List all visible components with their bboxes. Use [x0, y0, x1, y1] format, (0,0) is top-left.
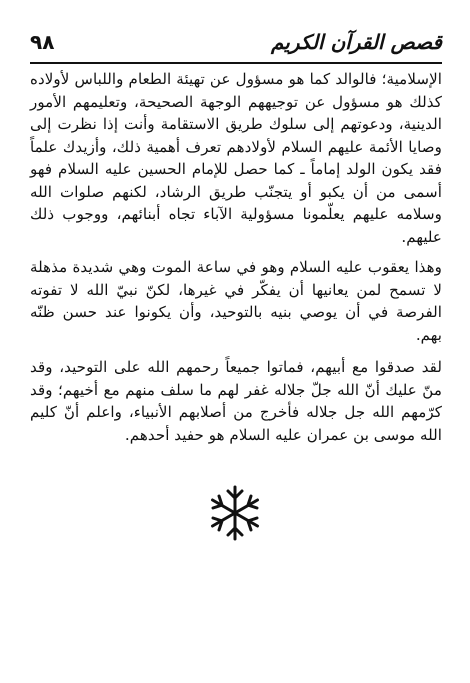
paragraph-2: وهذا يعقوب عليه السلام وهو في ساعة الموت وهي شديدة مذهلة لا تسمح لمن يعانيها أن يفكّر في غيرها، لكنّ نبيّ الله لا تفوته الفرصة في أن يوصي بنيه بالتوحيد، وأن يكونوا عند حسن ظنّه بهم. — [30, 258, 442, 344]
page-number: ٩٨ — [30, 30, 55, 54]
snowflake-ornament-icon — [205, 483, 265, 543]
body-text — [30, 68, 442, 456]
page-header — [30, 28, 442, 64]
paragraph-1: الإسلامية؛ فالوالد كما هو مسؤول عن تهيئة الطعام واللباس لأولاده كذلك هو مسؤول عن توجيههم الوجهة الصحيحة، وتعليمهم الأمور الدينية، ودعوتهم إلى سلوك طريق الاستقامة وأنت إذا نظرت إلى وصايا الأئمة عليهم السلام لأولادهم تعرف أهمية ذلك، وأزيدك علماً فقد يكون الولد إماماً ـ كما حصل للإمام الحسين عليه السلام فهو أسمى من أن يكبو أو يتجنّب طريق الرشاد، لكنهم صلوات الله وسلامه عليهم يعلّمونا مسؤولية الآباء تجاه أبنائهم، ووجوب ذلك عليهم. — [30, 70, 442, 246]
running-title: قصص القرآن الكريم — [271, 30, 442, 54]
paragraph-3: لقد صدقوا مع أبيهم، فماتوا جميعاً رحمهم الله على التوحيد، وقد منّ عليك أنّ الله جلّ جلاله غفر لهم ما سلف منهم مع أخيهم؛ وقد كرّمهم الله جل جلاله فأخرج من أصلابهم الأنبياء، واعلم أنّ كليم الله موسى بن عمران عليه السلام هو حفيد أحدهم. — [30, 358, 442, 444]
